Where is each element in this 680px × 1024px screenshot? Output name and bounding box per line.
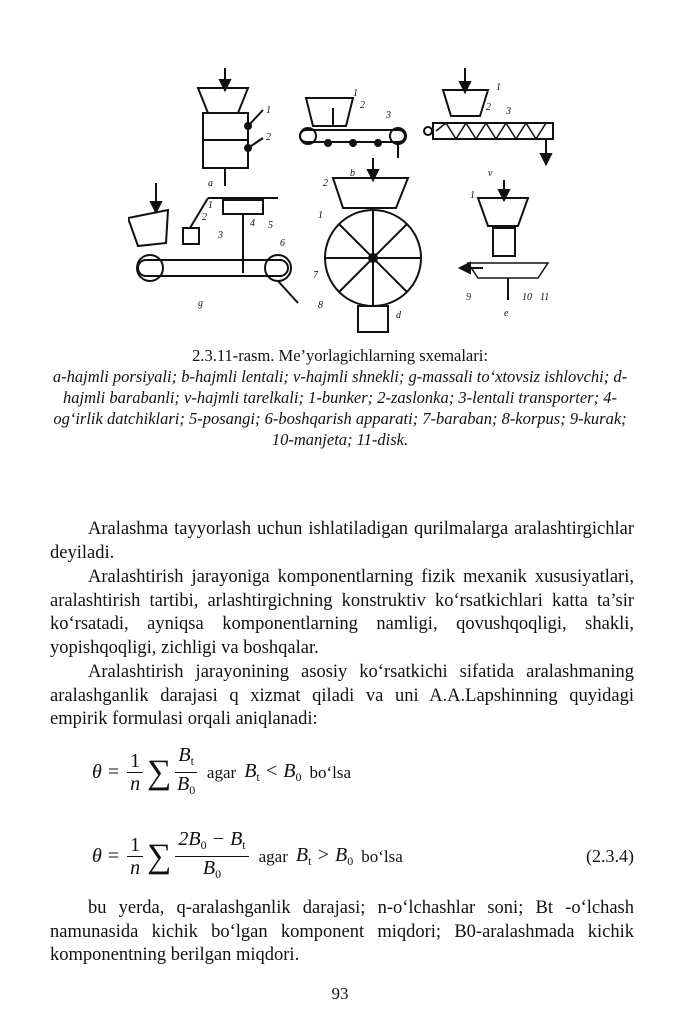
svg-text:1: 1 — [496, 82, 501, 93]
caption-legend: a-hajmli porsiyali; b-hajmli lentali; v-hajmli shnekli; g-massali to‘xtovsiz ishlovchi; d-hajmli barabanli; v-hajmli tarelkali; 1-bunker; 2-zaslonka; 3-lentali transporter; 4-og‘irlik datchiklari; 5-posangi; 6-boshqarish apparati; 7-baraban; 8-korpus; 9-kurak; 10-manjeta; 11-disk. — [52, 367, 628, 449]
fraction-bt-over-b0: $\frac{B_t}{B_0}$ — [177, 744, 196, 797]
svg-text:5: 5 — [268, 220, 273, 231]
label-e: e — [504, 308, 509, 319]
svg-text:2: 2 — [266, 132, 271, 143]
condition-2: $B_t > B_0$ — [295, 844, 354, 868]
diagram-d — [313, 158, 421, 332]
svg-text:4: 4 — [250, 218, 255, 229]
label-d: d — [396, 310, 401, 321]
formula-2: θ = $\frac{1}{n}$ ∑ $\frac{2B_0 - B_t}{B_0}$ agar $B_t > B_0$ bo‘lsa — [92, 828, 411, 885]
diagram-b — [300, 88, 406, 179]
svg-text:1: 1 — [470, 190, 475, 201]
diagram-e — [460, 180, 549, 319]
fraction-2b0-minus-bt-over-b0: $\frac{2B_0 - B_t}{B_0}$ — [175, 828, 248, 885]
formula-1: θ = $\frac{1}{n}$ ∑ $\frac{B_t}{B_0}$ agar $B_t < B_0$ bo‘lsa — [92, 744, 359, 801]
diagram-a — [198, 68, 271, 189]
svg-text:1: 1 — [266, 105, 271, 116]
svg-text:2: 2 — [202, 212, 207, 223]
svg-text:7: 7 — [313, 270, 318, 281]
diagram-g — [128, 183, 298, 309]
svg-text:1: 1 — [208, 200, 213, 211]
svg-text:3: 3 — [386, 110, 391, 121]
caption-title: 2.3.11-rasm. Me’yorlagichlarning sxemalari: — [192, 346, 488, 365]
page-number: 93 — [331, 984, 349, 1003]
paragraph-1: Aralashma tayyorlash uchun ishlatiladigan qurilmalarga aralashtirgichlar deyiladi. — [50, 519, 634, 563]
theta-symbol: θ — [92, 761, 102, 783]
svg-text:10: 10 — [522, 292, 532, 303]
schematic-figure — [128, 68, 578, 338]
agar-word: agar — [206, 762, 237, 782]
paragraph-3: Aralashtirish jarayonining asosiy ko‘rsatkichi sifatida aralashmaning aralashganlik darajasi q xizmat qiladi va uni A.A.Lapshinning quyidagi empirik formulasi orqali aniqlanadi: — [50, 662, 634, 729]
svg-text:1: 1 — [318, 210, 323, 221]
diagram-v — [424, 68, 553, 179]
paragraph-2: Aralashtirish jarayoniga komponentlarning fizik mexanik xususiyatlari, aralashtirish tartibi, arlashtirgichning konstruktiv ko‘rsatkichlari katta ta’sir ko‘rsatadi, ayniqsa komponentlarning namligi, qovushqoqligi, shakli, yopishqoqligi, zichligi va boshqalar. — [50, 567, 634, 658]
figure-caption — [46, 345, 634, 450]
equation-number: (2.3.4) — [586, 846, 634, 866]
label-a: a — [208, 178, 213, 189]
svg-text:2: 2 — [486, 102, 491, 113]
label-g: g — [198, 298, 203, 309]
svg-text:3: 3 — [506, 106, 511, 117]
svg-text:9: 9 — [466, 292, 471, 303]
svg-text:2: 2 — [323, 178, 328, 189]
label-b: b — [350, 168, 355, 179]
bolsa-word: bo‘lsa — [309, 762, 352, 782]
svg-text:1: 1 — [353, 88, 358, 99]
sum-symbol: ∑ — [147, 753, 172, 791]
explanation-paragraph: bu yerda, q-aralashganlik darajasi; n-o‘lchashlar soni; Bt -o‘lchash namunasida kichik bo‘lgan komponent miqdori; B0-aralashmada kichik komponentning berilgan miqdori. — [50, 898, 634, 965]
svg-text:3: 3 — [218, 230, 223, 241]
svg-text:11: 11 — [540, 292, 550, 303]
svg-text:6: 6 — [280, 238, 285, 249]
fraction-1-over-n: $\frac{1}{n}$ — [127, 750, 143, 795]
svg-text:2: 2 — [360, 100, 365, 111]
fraction-1-over-n-2: $\frac{1}{n}$ — [127, 834, 143, 879]
svg-text:8: 8 — [318, 300, 323, 311]
label-v: v — [488, 168, 493, 179]
condition-1: $B_t < B_0$ — [244, 760, 302, 784]
